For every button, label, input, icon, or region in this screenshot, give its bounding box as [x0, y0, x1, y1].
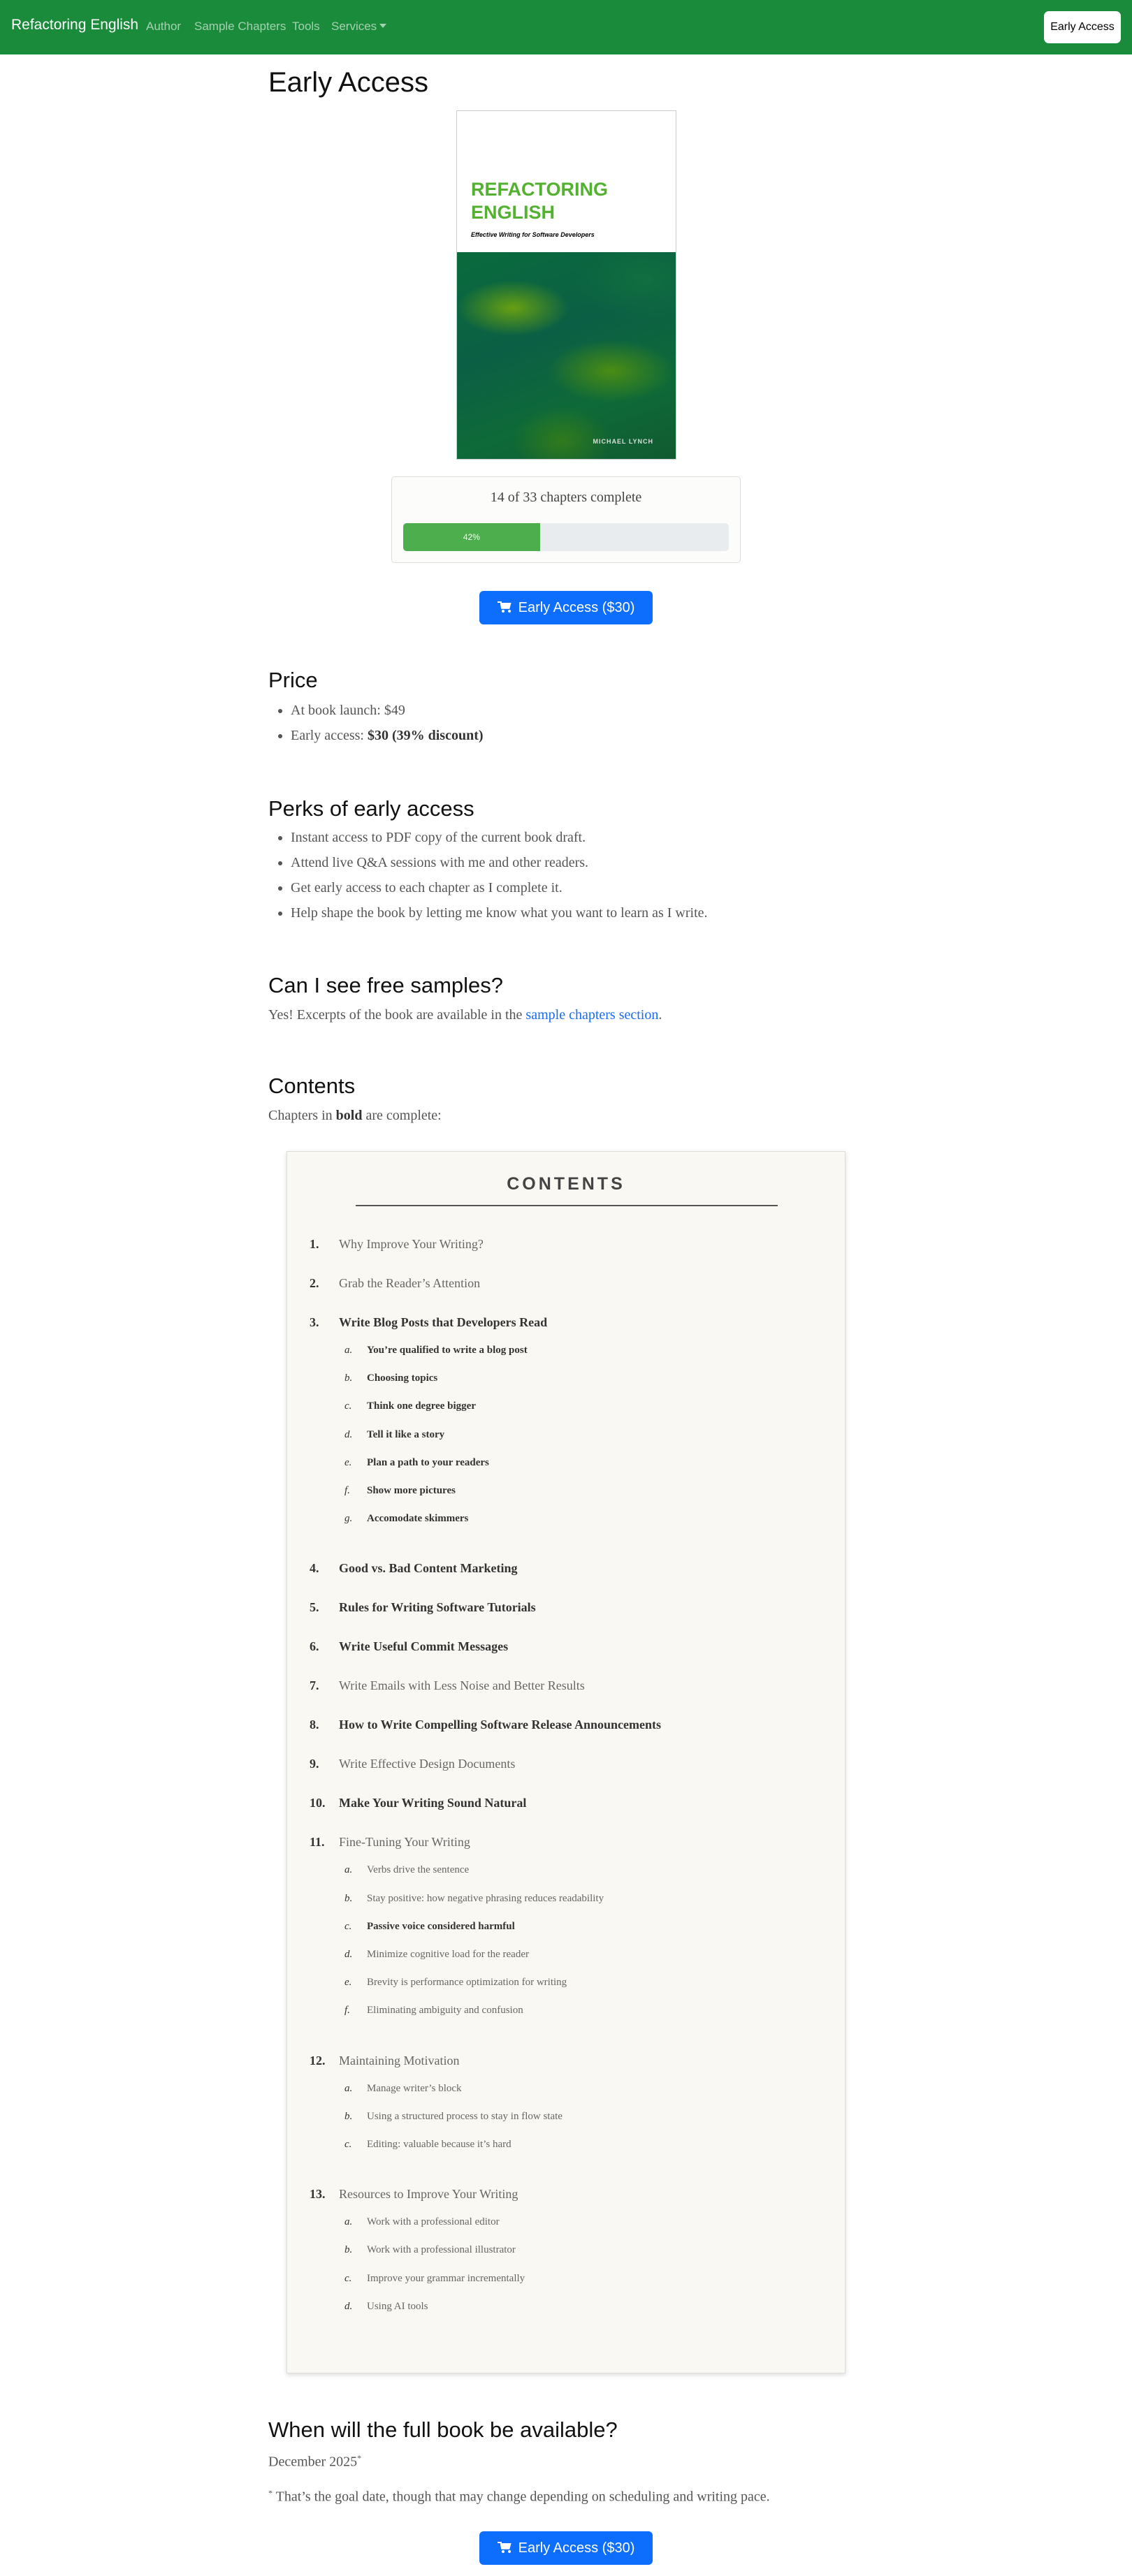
toc-chapter-number: 5.	[310, 1600, 319, 1615]
nav-link-services[interactable]	[331, 20, 386, 34]
toc-chapter-title: Make Your Writing Sound Natural	[339, 1796, 527, 1810]
toc-chapter-title: Maintaining Motivation	[339, 2053, 460, 2068]
toc-subsection-letter: d.	[344, 1428, 353, 1440]
toc-subsection-title: Show more pictures	[367, 1485, 456, 1496]
toc-subsection-title: Accomodate skimmers	[367, 1513, 469, 1525]
toc-subsection-letter: e.	[344, 1456, 352, 1468]
buy-button-label: Early Access ($30)	[518, 600, 635, 615]
toc-subsection-letter: c.	[344, 1920, 352, 1932]
availability-date-text: December 2025	[268, 2454, 358, 2470]
nav-link-author[interactable]: Author	[146, 20, 182, 33]
toc-chapter-title: Write Useful Commit Messages	[339, 1639, 509, 1654]
contents-intro-suffix: are complete:	[362, 1108, 442, 1123]
toc-chapter-title: Grab the Reader’s Attention	[339, 1276, 481, 1290]
nav-link-services-label: Services	[331, 20, 377, 33]
toc-subsection-title: Tell it like a story	[367, 1428, 445, 1440]
cart-icon	[498, 2542, 513, 2553]
toc-subsection-title: Minimize cognitive load for the reader	[367, 1949, 529, 1960]
toc-chapter-number: 4.	[310, 1561, 319, 1576]
toc-subsection-title: Manage writer’s block	[367, 2082, 462, 2094]
toc-chapter-number: 3.	[310, 1315, 319, 1329]
contents-intro-bold: bold	[335, 1108, 363, 1123]
toc-chapter-number: 2.	[310, 1276, 319, 1290]
toc-chapter-number: 12.	[310, 2053, 326, 2068]
price-early-value: $30 (39% discount)	[367, 728, 484, 743]
toc-chapter-title: How to Write Compelling Software Release Announcements	[339, 1718, 661, 1732]
toc-subsection-title: Editing: valuable because it’s hard	[367, 2139, 511, 2150]
cart-icon	[498, 601, 513, 613]
toc-subsection-letter: a.	[344, 2216, 353, 2228]
toc-subsection-letter: b.	[344, 1373, 353, 1384]
toc-subsection-letter: g.	[344, 1513, 353, 1525]
early-access-buy-button-bottom[interactable]	[479, 2531, 653, 2565]
toc-subsection-letter: a.	[344, 1864, 353, 1876]
toc-subsection-letter: b.	[344, 1892, 353, 1904]
availability-note	[268, 2488, 770, 2505]
availability-heading: When will the full book be available?	[268, 2417, 618, 2442]
toc-subsection-title: Think one degree bigger	[367, 1400, 476, 1412]
contents-intro-prefix: Chapters in	[268, 1108, 336, 1123]
toc-chapter-number: 7.	[310, 1678, 319, 1693]
early-access-buy-button[interactable]	[479, 591, 653, 624]
toc-chapter-title: Rules for Writing Software Tutorials	[339, 1600, 536, 1615]
brand-link[interactable]: Refactoring English	[11, 17, 139, 33]
toc-subsection-title: Choosing topics	[367, 1373, 438, 1384]
toc-subsection-letter: b.	[344, 2244, 353, 2256]
toc-subsection-letter: c.	[344, 2139, 352, 2150]
toc-subsection-letter: a.	[344, 2082, 353, 2094]
buy-button-label: Early Access ($30)	[518, 2540, 635, 2556]
navbar	[0, 0, 1132, 54]
availability-marker: *	[357, 2453, 362, 2463]
samples-heading: Can I see free samples?	[268, 973, 504, 997]
availability-date	[268, 2453, 361, 2471]
toc-subsection-letter: d.	[344, 1949, 353, 1960]
contents-intro	[268, 1108, 442, 1124]
toc-subsection-title: You’re qualified to write a blog post	[367, 1345, 528, 1356]
contents-box-title: CONTENTS	[507, 1174, 625, 1194]
samples-text	[268, 1007, 662, 1023]
toc-subsection-title: Using AI tools	[367, 2300, 428, 2312]
toc-chapter-number: 8.	[310, 1718, 319, 1732]
toc-subsection-title: Stay positive: how negative phrasing reduces readability	[367, 1892, 604, 1904]
perks-heading: Perks of early access	[268, 796, 474, 821]
page-title: Early Access	[268, 67, 428, 98]
toc-subsection-letter: c.	[344, 2272, 352, 2284]
toc-subsection-letter: a.	[344, 1345, 353, 1356]
progress-card	[391, 476, 741, 563]
toc-chapter-number: 10.	[310, 1796, 326, 1810]
toc-subsection-letter: f.	[344, 1485, 350, 1496]
toc-subsection-title: Using a structured process to stay in flow state	[367, 2110, 563, 2122]
list-item: • Instant access to PDF copy of the current book draft.	[291, 830, 708, 855]
toc-chapter-number: 6.	[310, 1639, 319, 1654]
toc-chapter-number: 13.	[310, 2187, 326, 2202]
toc-chapter-number: 9.	[310, 1757, 319, 1771]
toc-subsection-title: Brevity is performance optimization for writing	[367, 1977, 567, 1989]
toc-subsection-letter: e.	[344, 1977, 352, 1989]
availability-note-marker: *	[268, 2488, 273, 2498]
cover-title: REFACTORING ENGLISH	[471, 179, 609, 223]
samples-text-suffix: .	[658, 1007, 662, 1023]
progress-track	[403, 523, 729, 551]
nav-link-sample-chapters[interactable]: Sample Chapters	[194, 20, 286, 33]
price-early	[291, 728, 484, 753]
perks-list	[291, 830, 708, 930]
list-item: • Help shape the book by letting me know what you want to learn as I write.	[291, 905, 708, 930]
book-cover	[456, 110, 676, 460]
nav-early-access-button[interactable]: Early Access	[1044, 11, 1121, 43]
contents-heading: Contents	[268, 1074, 356, 1098]
toc-subsection-letter: d.	[344, 2300, 353, 2312]
sample-chapters-link[interactable]: sample chapters section	[525, 1007, 659, 1023]
samples-text-prefix: Yes! Excerpts of the book are available in the	[268, 1007, 526, 1023]
toc-subsection-title: Improve your grammar incrementally	[367, 2272, 525, 2284]
toc-chapter-number: 11.	[310, 1835, 325, 1850]
toc-chapter-title: Good vs. Bad Content Marketing	[339, 1561, 518, 1576]
price-heading: Price	[268, 668, 318, 692]
toc-chapter-title: Resources to Improve Your Writing	[339, 2187, 518, 2202]
toc-subsection-title: Eliminating ambiguity and confusion	[367, 2005, 523, 2017]
list-item: • Get early access to each chapter as I complete it.	[291, 880, 708, 905]
cover-subtitle: Effective Writing for Software Developers	[471, 231, 595, 238]
toc-subsection-letter: c.	[344, 1400, 352, 1412]
toc-subsection-title: Passive voice considered harmful	[367, 1920, 515, 1932]
toc-chapter-title: Why Improve Your Writing?	[339, 1237, 484, 1251]
toc-subsection-title: Verbs drive the sentence	[367, 1864, 470, 1876]
availability-note-text: That’s the goal date, though that may change depending on scheduling and writing pace.	[273, 2489, 770, 2505]
toc-chapter-title: Fine-Tuning Your Writing	[339, 1835, 470, 1850]
toc-chapter-title: Write Effective Design Documents	[339, 1757, 516, 1771]
toc-subsection-title: Plan a path to your readers	[367, 1456, 489, 1468]
list-item: • Attend live Q&A sessions with me and other readers.	[291, 855, 708, 880]
caret-down-icon	[379, 24, 386, 28]
cover-artwork	[457, 252, 676, 460]
price-launch: • At book launch: $49	[291, 703, 484, 728]
contents-box	[286, 1151, 846, 2373]
toc-chapter-number: 1.	[310, 1237, 319, 1251]
toc-subsection-letter: b.	[344, 2110, 353, 2122]
progress-label: 14 of 33 chapters complete	[490, 490, 642, 505]
toc-subsection-title: Work with a professional illustrator	[367, 2244, 516, 2256]
cover-author: MICHAEL LYNCH	[593, 438, 653, 445]
toc-subsection-letter: f.	[344, 2005, 350, 2017]
progress-fill: 42%	[403, 523, 540, 551]
toc-chapter-title: Write Emails with Less Noise and Better Results	[339, 1678, 585, 1693]
nav-link-tools[interactable]: Tools	[292, 20, 320, 33]
toc-subsection-title: Work with a professional editor	[367, 2216, 500, 2228]
price-early-label: Early access:	[291, 728, 368, 743]
toc-chapter-title: Write Blog Posts that Developers Read	[339, 1315, 548, 1329]
price-list	[291, 703, 484, 753]
contents-divider	[356, 1205, 778, 1206]
